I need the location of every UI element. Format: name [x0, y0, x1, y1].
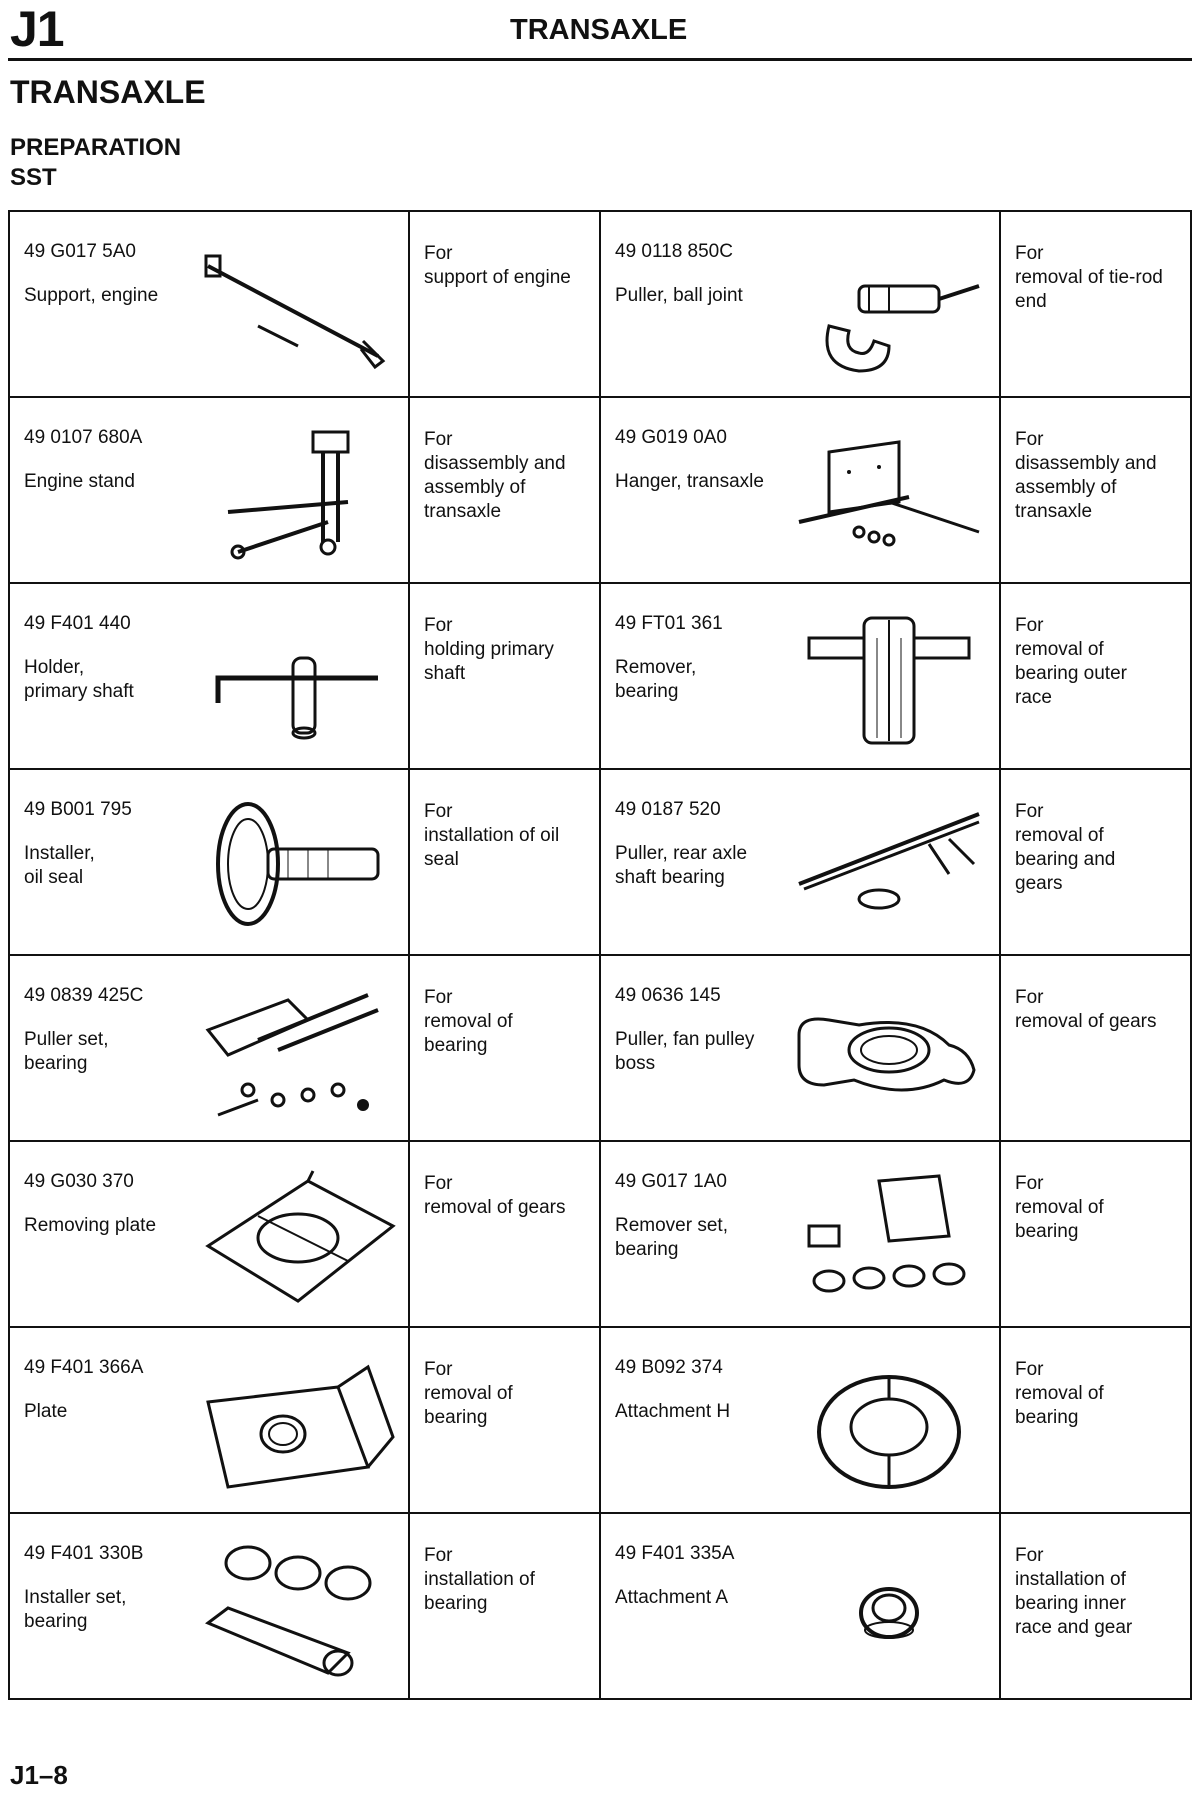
tool-name: Puller, ball joint: [615, 285, 743, 306]
engine-support-bar-icon: [198, 236, 398, 386]
use-cell: [409, 1513, 600, 1699]
tool-code: 49 0839 425C: [24, 985, 144, 1006]
tool-name: Plate: [24, 1401, 68, 1422]
attachment-disc-icon: [789, 1538, 989, 1688]
header-rule: [8, 58, 1192, 61]
tool-code: 49 0107 680A: [24, 427, 143, 448]
tool-name: Installer set, bearing: [24, 1587, 127, 1632]
table-row: [9, 955, 1191, 1141]
tool-name: Support, engine: [24, 285, 159, 306]
tool-use: For installation of oil seal: [424, 801, 560, 870]
tool-cell: [9, 211, 409, 397]
use-cell: [409, 583, 600, 769]
page-number: J1–8: [10, 1760, 68, 1790]
tool-use: For removal of bearing: [424, 1359, 513, 1428]
tool-code: 49 0187 520: [615, 799, 721, 820]
tool-cell: [600, 1513, 1000, 1699]
tool-name: Puller, rear axle shaft bearing: [615, 843, 748, 888]
table-row: [9, 769, 1191, 955]
tool-code: 49 F401 330B: [24, 1543, 144, 1564]
tool-use: For support of engine: [424, 243, 571, 288]
section-subtitle: PREPARATION: [10, 134, 182, 161]
tool-name: Remover set, bearing: [615, 1215, 728, 1260]
engine-stand-icon: [198, 422, 398, 572]
table-row: [9, 397, 1191, 583]
tool-cell: [9, 397, 409, 583]
tool-cell: [9, 1141, 409, 1327]
table-row: [9, 1141, 1191, 1327]
transaxle-hanger-icon: [789, 422, 989, 572]
tool-cell: [9, 1327, 409, 1513]
tool-use: For disassembly and assembly of transaxle: [424, 429, 566, 522]
chapter-title: TRANSAXLE: [510, 14, 688, 46]
tool-code: 49 G030 370: [24, 1171, 134, 1192]
tool-cell: [600, 211, 1000, 397]
bearing-remover-icon: [789, 608, 989, 758]
tool-code: 49 F401 335A: [615, 1543, 735, 1564]
tool-name: Removing plate: [24, 1215, 157, 1236]
tool-code: 49 G017 1A0: [615, 1171, 727, 1192]
chapter-code: J1: [10, 1, 64, 57]
tool-name: Puller, fan pulley boss: [615, 1029, 755, 1074]
tool-cell: [600, 397, 1000, 583]
table-row: [9, 211, 1191, 397]
tool-use: For removal of gears: [1015, 987, 1157, 1032]
tool-use: For removal of bearing: [1015, 1173, 1104, 1242]
use-cell: [1000, 955, 1191, 1141]
table-row: [9, 1513, 1191, 1699]
use-cell: [409, 769, 600, 955]
use-cell: [409, 1327, 600, 1513]
tool-name: Hanger, transaxle: [615, 471, 764, 492]
tool-name: Installer, oil seal: [24, 843, 95, 888]
attachment-ring-icon: [789, 1352, 989, 1502]
tool-code: 49 0636 145: [615, 985, 721, 1006]
tool-use: For disassembly and assembly of transaxle: [1015, 429, 1157, 522]
installer-set-icon: [198, 1538, 398, 1688]
tool-cell: [600, 583, 1000, 769]
use-cell: [1000, 769, 1191, 955]
tool-use: For removal of bearing: [1015, 1359, 1104, 1428]
tool-cell: [600, 1141, 1000, 1327]
use-cell: [1000, 1141, 1191, 1327]
tool-use: For installation of bearing: [424, 1545, 535, 1614]
section-title: TRANSAXLE: [10, 74, 206, 110]
tool-code: 49 FT01 361: [615, 613, 723, 634]
tool-use: For removal of bearing and gears: [1015, 801, 1116, 894]
puller-set-icon: [198, 980, 398, 1130]
use-cell: [1000, 583, 1191, 769]
tool-name: Attachment H: [615, 1401, 731, 1422]
tool-use: For holding primary shaft: [424, 615, 554, 684]
axle-bearing-puller-icon: [789, 794, 989, 944]
tool-cell: [600, 769, 1000, 955]
use-cell: [1000, 1513, 1191, 1699]
removing-plate-icon: [198, 1166, 398, 1316]
tool-cell: [9, 583, 409, 769]
use-cell: [1000, 211, 1191, 397]
sst-table: [8, 210, 1192, 1700]
tool-cell: [9, 955, 409, 1141]
tool-name: Remover, bearing: [615, 657, 697, 702]
plate-icon: [198, 1352, 398, 1502]
tool-name: Engine stand: [24, 471, 135, 492]
tool-code: 49 B001 795: [24, 799, 132, 820]
use-cell: [1000, 397, 1191, 583]
table-row: [9, 1327, 1191, 1513]
section-subsubtitle: SST: [10, 164, 57, 191]
tool-code: 49 F401 366A: [24, 1357, 144, 1378]
tool-code: 49 B092 374: [615, 1357, 723, 1378]
tool-cell: [600, 1327, 1000, 1513]
use-cell: [409, 211, 600, 397]
fan-pulley-puller-icon: [789, 980, 989, 1130]
tool-use: For removal of gears: [424, 1173, 566, 1218]
use-cell: [409, 397, 600, 583]
tool-name: Attachment A: [615, 1587, 729, 1608]
tool-use: For installation of bearing inner race and gear: [1015, 1545, 1133, 1638]
tool-use: For removal of bearing outer race: [1015, 615, 1127, 708]
tool-name: Puller set, bearing: [24, 1029, 109, 1074]
tool-use: For removal of tie-rod end: [1015, 243, 1163, 312]
tool-code: 49 G017 5A0: [24, 241, 136, 262]
oil-seal-installer-icon: [198, 794, 398, 944]
tool-code: 49 0118 850C: [615, 241, 733, 262]
ball-joint-puller-icon: [789, 236, 989, 386]
use-cell: [409, 1141, 600, 1327]
use-cell: [409, 955, 600, 1141]
tool-use: For removal of bearing: [424, 987, 513, 1056]
table-row: [9, 583, 1191, 769]
tool-cell: [600, 955, 1000, 1141]
shaft-holder-icon: [198, 608, 398, 758]
tool-cell: [9, 769, 409, 955]
tool-cell: [9, 1513, 409, 1699]
tool-code: 49 G019 0A0: [615, 427, 727, 448]
use-cell: [1000, 1327, 1191, 1513]
tool-code: 49 F401 440: [24, 613, 131, 634]
remover-set-icon: [789, 1166, 989, 1316]
tool-name: Holder, primary shaft: [24, 657, 134, 702]
